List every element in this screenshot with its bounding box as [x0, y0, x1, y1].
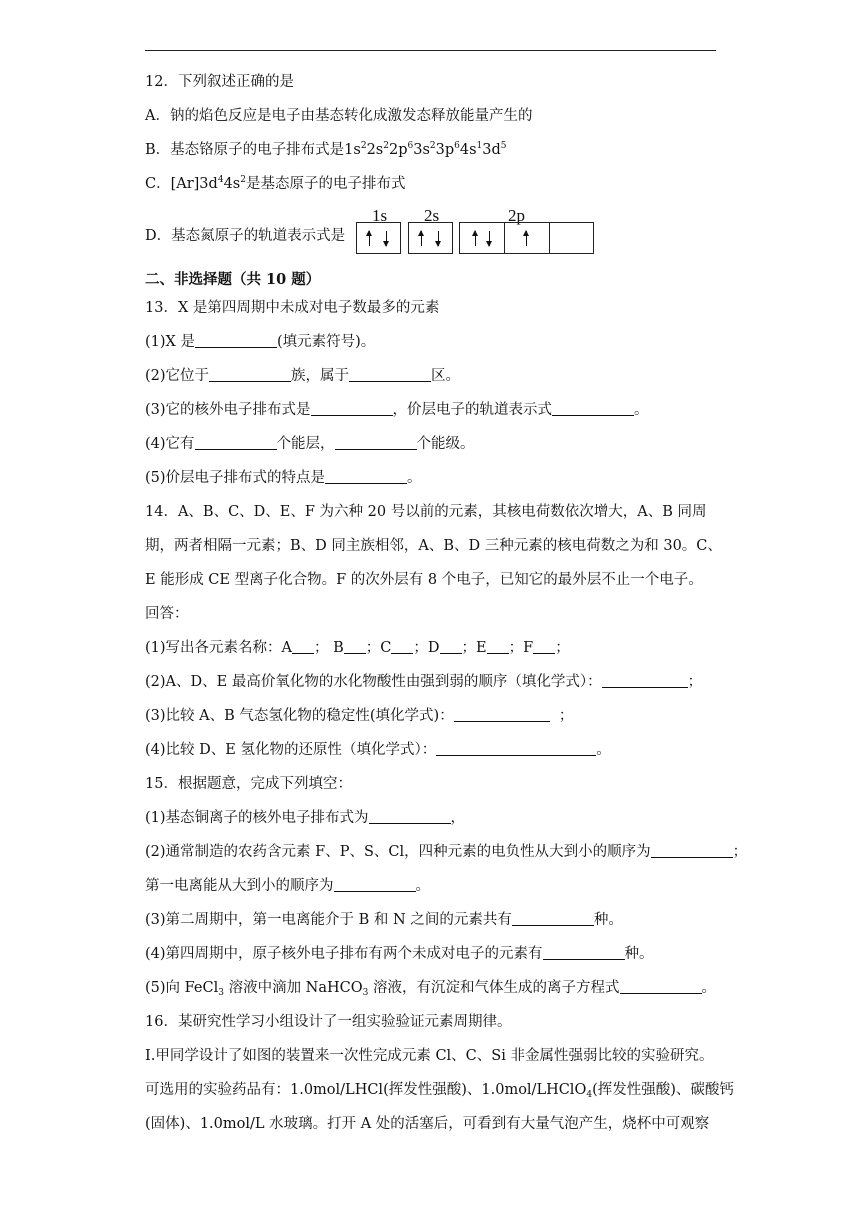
answer-blank	[651, 843, 733, 858]
q15-part-2: (2)通常制造的农药含元素 F、P、S、Cl，四种元素的电负性从大到小的顺序为 ；	[145, 844, 748, 860]
q15-stem: 15．根据题意，完成下列填空：	[145, 776, 352, 792]
q13-part-1: (1)X 是 (填元素符号)。	[145, 334, 376, 350]
header-rule	[145, 50, 716, 51]
q14-line-1: 14．A、B、C、D、E、F 为六种 20 号以前的元素，其核电荷数依次增大，A、B 同周	[145, 504, 707, 520]
orbital-2p-cell-1	[460, 223, 505, 253]
q13-part-5: (5)价层电子排布式的特点是 。	[145, 470, 422, 486]
answer-blank	[209, 367, 291, 382]
orbital-box-2p	[459, 222, 594, 254]
answer-blank	[552, 401, 634, 416]
orbital-box-1s	[356, 222, 401, 254]
q14-part-4: (4)比较 D、E 氢化物的还原性（填化学式）： 。	[145, 742, 611, 758]
answer-blank	[533, 639, 555, 654]
answer-blank	[195, 435, 277, 450]
q13-stem: 13．X 是第四周期中未成对电子数最多的元素	[145, 300, 440, 316]
orbital-label-1s: 1s	[372, 206, 388, 225]
orbital-2p-cell-3	[550, 223, 594, 253]
answer-blank	[512, 911, 594, 926]
orbital-box-2s	[408, 222, 453, 254]
q14-line-3: E 能形成 CE 型离子化合物。F 的次外层有 8 个电子，已知它的最外层不止一个电子。	[145, 572, 703, 588]
q14-line-4: 回答：	[145, 606, 189, 622]
orbital-label-2p: 2p	[508, 206, 525, 225]
q15-part-1: (1)基态铜离子的核外电子排布式为 ，	[145, 810, 466, 826]
subshell: 3d	[482, 142, 501, 158]
subshell: 2s	[366, 142, 384, 158]
subshell: 3s	[413, 142, 430, 158]
answer-blank	[195, 333, 277, 348]
chromium-configuration	[344, 142, 506, 158]
orbital-2p-cell-2	[505, 223, 550, 253]
q13-part-2: (2)它位于 族，属于 区。	[145, 368, 461, 384]
subshell: 4s	[459, 142, 477, 158]
q12-option-a: A．钠的焰色反应是电子由基态转化成激发态释放能量产生的	[145, 108, 533, 124]
spin-up-arrow-icon	[421, 231, 422, 246]
spin-down-arrow-icon	[438, 231, 439, 246]
q14-part-2: (2)A、D、E 最高价氧化物的水化物酸性由强到弱的顺序（填化学式）： ；	[145, 674, 703, 690]
answer-blank	[440, 639, 462, 654]
answer-blank	[454, 707, 550, 722]
answer-blank	[391, 639, 413, 654]
q15-part-3: (3)第二周期中，第一电离能介于 B 和 N 之间的元素共有 种。	[145, 912, 623, 928]
section-2-heading: 二、非选择题（共 10 题）	[145, 271, 321, 288]
answer-blank	[436, 741, 596, 756]
answer-blank	[543, 945, 625, 960]
subshell: 2p	[388, 142, 408, 158]
q14-part-1: (1)写出各元素名称：A ； B ；C ；D ；E ；F ；	[145, 640, 570, 656]
answer-blank	[325, 469, 407, 484]
spin-down-arrow-icon	[489, 231, 490, 246]
spin-down-arrow-icon	[386, 231, 387, 246]
electron-count: 2	[383, 141, 389, 151]
electron-count: 6	[454, 141, 460, 151]
answer-blank	[369, 809, 451, 824]
q16-line-1: I.甲同学设计了如图的装置来一次性完成元素 Cl、C、Si 非金属性强弱比较的实验研究。	[145, 1048, 714, 1064]
q15-part-4: (4)第四周期中，原子核外电子排布有两个未成对电子的元素有 种。	[145, 946, 654, 962]
q16-line-2: 可选用的实验药品有：1.0mol/LHCl(挥发性强酸)、1.0mol/LHClO$_4$(挥发性强酸)、碳酸钙	[145, 1082, 734, 1100]
spin-up-arrow-icon	[475, 231, 476, 246]
q12-option-c: C．$[Ar]3d^44s^2$是基态原子的电子排布式	[145, 175, 406, 192]
answer-blank	[292, 639, 314, 654]
electron-count: 2	[429, 141, 436, 151]
electron-count: 5	[500, 141, 507, 151]
spin-up-arrow-icon	[369, 231, 370, 246]
answer-blank	[334, 877, 416, 892]
answer-blank	[311, 401, 393, 416]
answer-blank	[349, 367, 431, 382]
spin-up-arrow-icon	[526, 231, 527, 246]
q15-part-2-cont: 第一电离能从大到小的顺序为 。	[145, 878, 430, 894]
q12-option-d: D．基态氮原子的轨道表示式是	[145, 228, 346, 244]
answer-blank	[602, 673, 688, 688]
electron-count: 1	[476, 141, 483, 151]
q15-part-5: (5)向 FeCl$_3$ 溶液中滴加 NaHCO$_3$ 溶液，有沉淀和气体生成的离子方程式 。	[145, 980, 716, 998]
q12-option-b: B．基态铬原子的电子排布式是$1s^22s^22p^63s^23p^64s^13d^5$	[145, 141, 507, 158]
q16-stem: 16．某研究性学习小组设计了一组实验验证元素周期律。	[145, 1014, 512, 1030]
answer-blank	[487, 639, 509, 654]
subshell: 1s	[344, 142, 361, 158]
q13-part-3: (3)它的核外电子排布式是 ，价层电子的轨道表示式 。	[145, 402, 649, 418]
answer-blank	[620, 979, 702, 994]
orbital-label-2s: 2s	[424, 206, 440, 225]
electron-count: 6	[407, 141, 414, 151]
q14-part-3: (3)比较 A、B 气态氢化物的稳定性(填化学式)： ；	[145, 708, 574, 724]
subshell: 3p	[435, 142, 455, 158]
q14-line-2: 期，两者相隔一元素；B、D 同主族相邻，A、B、D 三种元素的核电荷数之为和 30。C、	[145, 538, 722, 554]
q13-part-4: (4)它有 个能层， 个能级。	[145, 436, 475, 452]
answer-blank	[335, 435, 417, 450]
electron-count: 2	[360, 141, 367, 151]
q12-stem: 12．下列叙述正确的是	[145, 74, 294, 90]
q16-line-3: (固体)、1.0mol/L 水玻璃。打开 A 处的活塞后，可看到有大量气泡产生，烧杯中可观察	[145, 1116, 710, 1132]
answer-blank	[344, 639, 366, 654]
